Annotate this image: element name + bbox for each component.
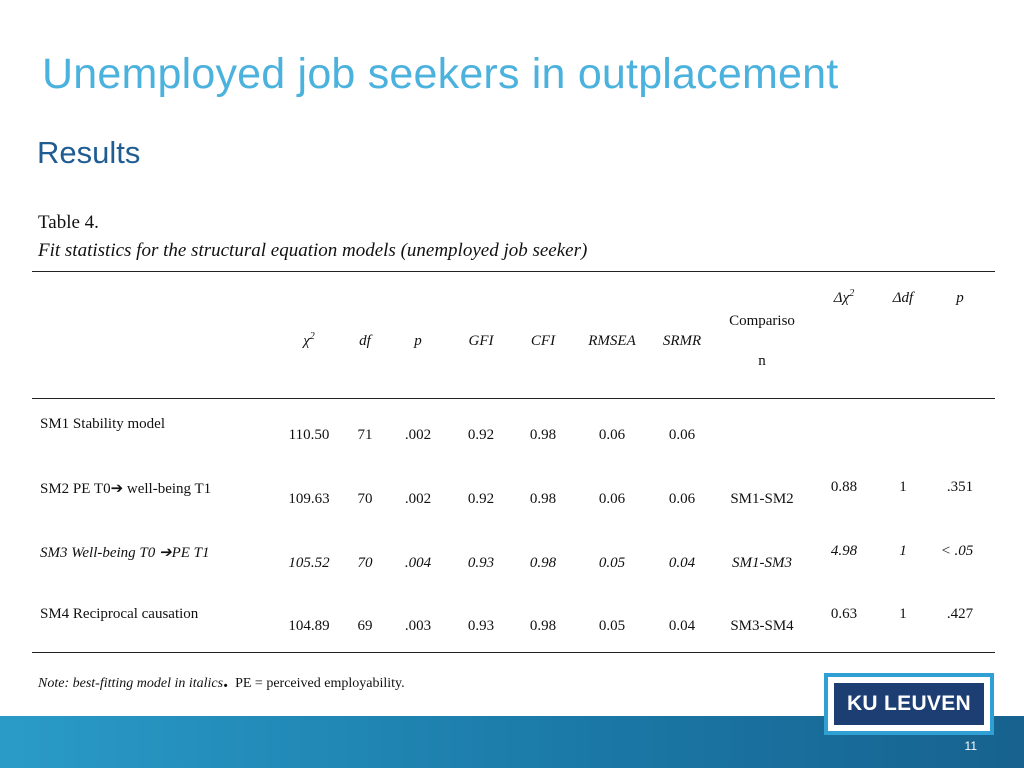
- table-cell-cfi: 0.98: [529, 618, 557, 634]
- table-note: Note: best-fitting model in italics. PE = perceived employability.: [38, 670, 405, 692]
- table-cell-delta-df: 1: [899, 543, 907, 559]
- table-bottom-rule: [32, 652, 995, 653]
- table-cell-delta-p: .427: [946, 606, 974, 622]
- table-cell-srmr: 0.04: [668, 618, 696, 634]
- section-subtitle: Results: [37, 135, 141, 170]
- table-cell-delta-chi2: 4.98: [830, 543, 858, 559]
- table-row-model: SM1 Stability model: [40, 416, 166, 432]
- header-delta-chi2: $\Delta\chi^2$: [833, 288, 855, 306]
- table-cell-p: .004: [404, 555, 432, 571]
- table-cell-gfi: 0.92: [467, 427, 495, 443]
- table-cell-cfi: 0.98: [529, 427, 557, 443]
- table-cell-delta-df: 1: [899, 606, 907, 622]
- table-row-model: SM4 Reciprocal causation: [40, 606, 199, 622]
- table-cell-comparison: SM1-SM2: [730, 491, 794, 507]
- header-chi2: $\chi^2$: [303, 331, 315, 349]
- table-cell-delta-p: < .05: [940, 543, 974, 559]
- header-cfi: CFI: [530, 333, 556, 349]
- table-cell-rmsea: 0.05: [598, 618, 626, 634]
- ku-leuven-logo: [824, 673, 994, 735]
- table-cell-delta-df: 1: [899, 479, 907, 495]
- table-cell-p: .002: [404, 491, 432, 507]
- table-cell-chi2: 109.63: [288, 491, 330, 507]
- table-cell-chi2: 105.52: [288, 555, 330, 571]
- header-delta-df: Δdf: [892, 290, 914, 306]
- table-cell-delta-p: .351: [946, 479, 974, 495]
- header-gfi: GFI: [468, 333, 494, 349]
- table-cell-p: .003: [404, 618, 432, 634]
- table-cell-delta-chi2: 0.63: [830, 606, 858, 622]
- table-cell-srmr: 0.06: [668, 427, 696, 443]
- table-top-rule: [32, 271, 995, 272]
- slide-title: Unemployed job seekers in outplacement: [42, 50, 839, 98]
- table-cell-gfi: 0.93: [467, 618, 495, 634]
- table-row-model: SM2 PE T0➔ well-being T1: [40, 481, 212, 497]
- table-cell-df: 70: [357, 491, 373, 507]
- table-cell-delta-chi2: 0.88: [830, 479, 858, 495]
- table-cell-rmsea: 0.06: [598, 491, 626, 507]
- table-cell-df: 70: [357, 555, 373, 571]
- header-df: df: [359, 333, 371, 349]
- table-label: Table 4.: [38, 212, 99, 233]
- table-cell-p: .002: [404, 427, 432, 443]
- page-number: 11: [964, 739, 977, 753]
- header-srmr: SRMR: [662, 333, 702, 349]
- table-cell-cfi: 0.98: [529, 491, 557, 507]
- table-cell-comparison: SM1-SM3: [732, 555, 792, 571]
- table-cell-df: 69: [357, 618, 373, 634]
- logo-text: KU LEUVEN: [834, 683, 984, 725]
- table-cell-srmr: 0.06: [668, 491, 696, 507]
- table-cell-chi2: 104.89: [288, 618, 330, 634]
- header-comparison-wrap: n: [758, 353, 766, 369]
- table-cell-gfi: 0.92: [467, 491, 495, 507]
- table-cell-df: 71: [357, 427, 373, 443]
- header-rmsea: RMSEA: [588, 333, 636, 349]
- table-cell-cfi: 0.98: [529, 555, 557, 571]
- table-caption: Fit statistics for the structural equation models (unemployed job seeker): [38, 240, 588, 261]
- table-cell-comparison: SM3-SM4: [730, 618, 794, 634]
- header-comparison: Compariso: [729, 313, 795, 329]
- table-cell-rmsea: 0.06: [598, 427, 626, 443]
- table-cell-gfi: 0.93: [467, 555, 495, 571]
- table-cell-chi2: 110.50: [288, 427, 330, 443]
- table-row-model: SM3 Well-being T0 ➔PE T1: [40, 545, 210, 561]
- table-cell-srmr: 0.04: [668, 555, 696, 571]
- header-delta-p: p: [956, 290, 964, 306]
- table-cell-rmsea: 0.05: [598, 555, 626, 571]
- header-p: p: [414, 333, 422, 349]
- table-header-rule: [32, 398, 995, 399]
